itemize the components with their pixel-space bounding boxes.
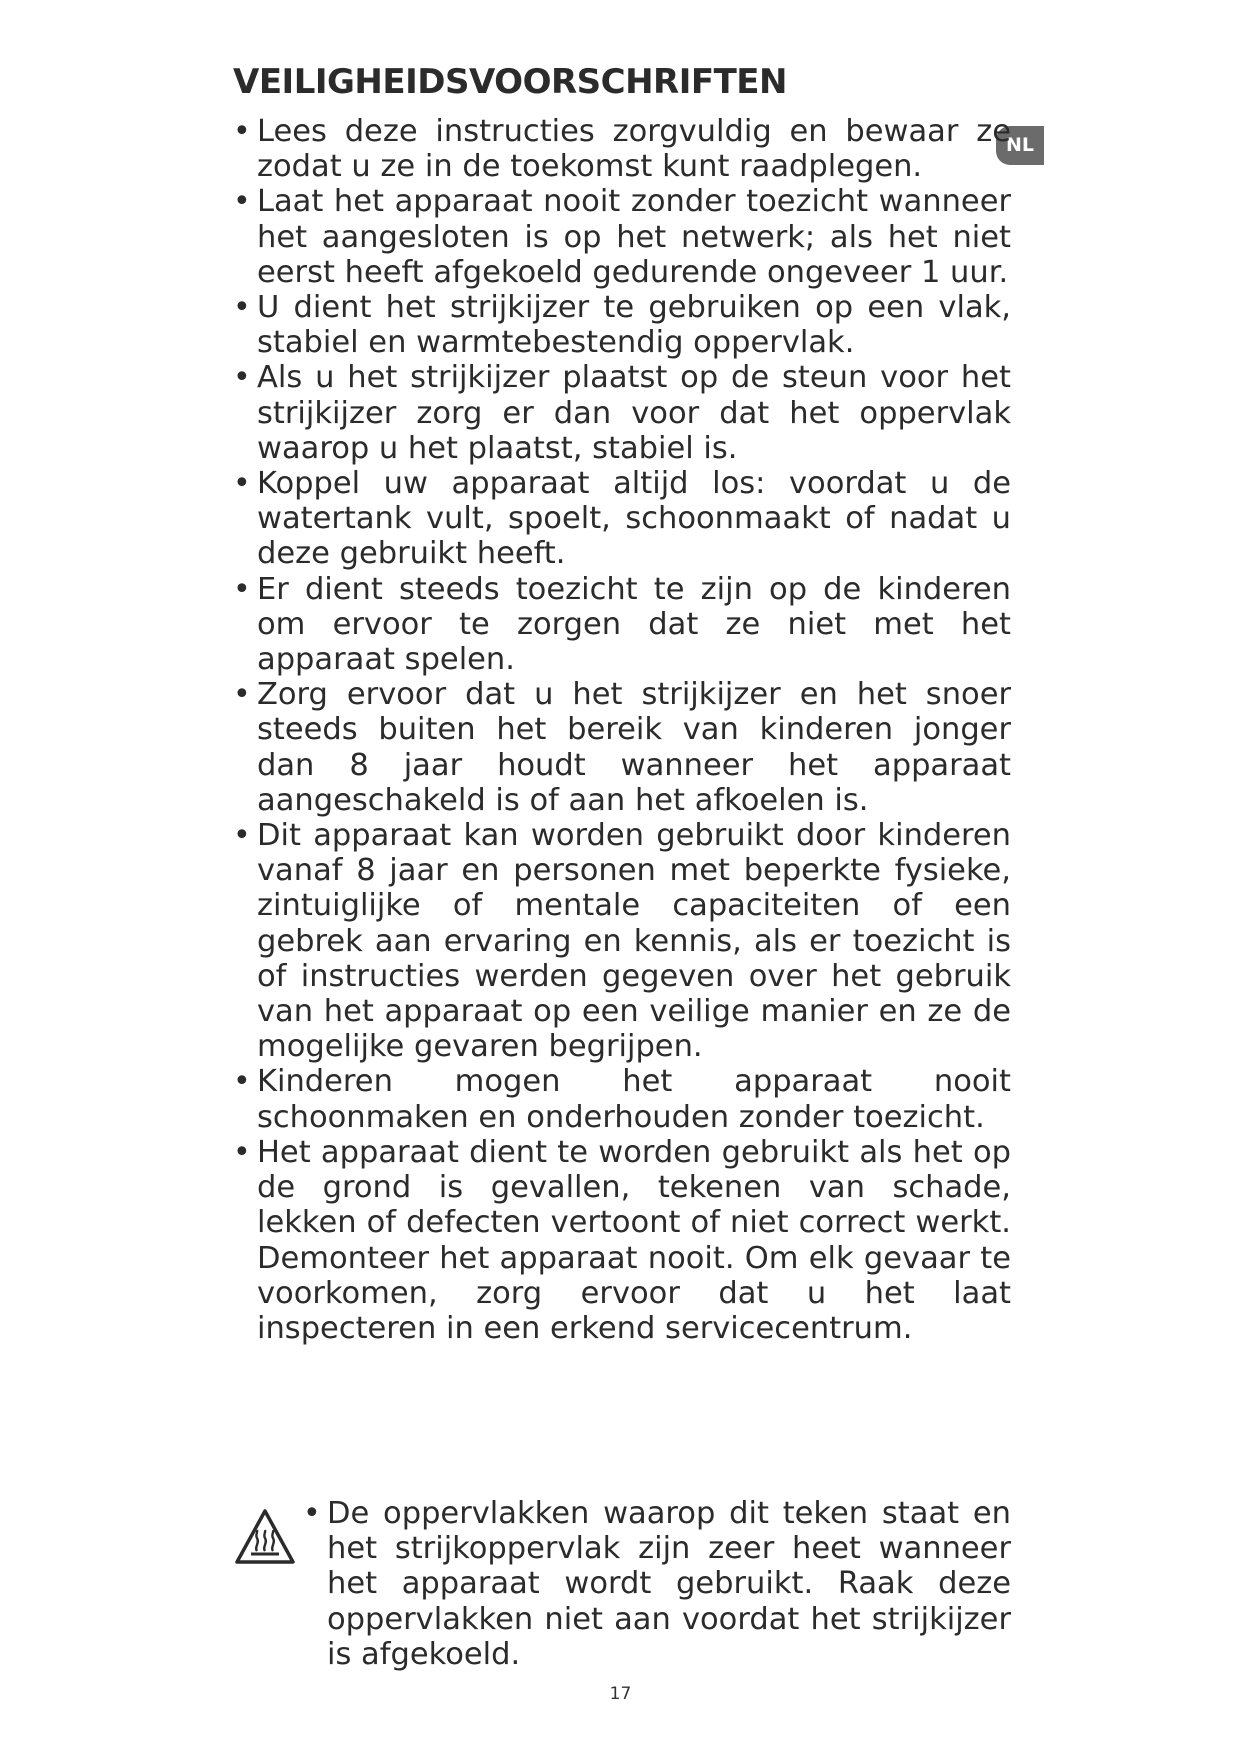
bullet-icon: • xyxy=(233,184,251,220)
language-tab: NL xyxy=(996,126,1044,165)
list-item-text: Als u het strijkijzer plaatst op de steun voor het strijkijzer zorg er dan voor dat het oppervlak waarop u het plaatst, stabiel is. xyxy=(257,360,1011,466)
safety-instructions-list xyxy=(233,114,1011,1346)
list-item-text: Kinderen mogen het apparaat nooit schoonmaken en onderhouden zonder toezicht. xyxy=(257,1064,1011,1135)
bullet-icon: • xyxy=(233,818,251,854)
list-item xyxy=(233,114,1011,184)
list-item xyxy=(303,1496,1011,1672)
bullet-icon: • xyxy=(233,1064,251,1100)
list-item-text: Lees deze instructies zorgvuldig en bewaar ze zodat u ze in de toekomst kunt raadplegen. xyxy=(257,114,1011,185)
list-item-text: Dit apparaat kan worden gebruikt door kinderen vanaf 8 jaar en personen met beperkte fysieke, zintuiglijke of mentale capaciteiten of een gebrek aan ervaring en kennis, als er toezicht is of instructies werden gegeven over het gebruik van het apparaat op een veilige manier en ze de mogelijke gevaren begrijpen. xyxy=(257,818,1011,1065)
bullet-icon: • xyxy=(233,1134,251,1170)
list-item-text: U dient het strijkijzer te gebruiken op een vlak, stabiel en warmtebestendig oppervlak. xyxy=(257,290,1011,361)
list-item xyxy=(233,290,1011,360)
page-number: 17 xyxy=(609,1684,632,1704)
bullet-icon: • xyxy=(233,360,251,396)
list-item xyxy=(233,1135,1011,1346)
list-item xyxy=(233,1064,1011,1134)
list-item-text: Er dient steeds toezicht te zijn op de kinderen om ervoor te zorgen dat ze niet met het apparaat spelen. xyxy=(257,571,1011,678)
list-item xyxy=(233,818,1011,1064)
bullet-icon: • xyxy=(233,571,251,607)
list-item-text: Het apparaat dient te worden gebruikt als het op de grond is gevallen, tekenen van schade, lekken of defecten vertoont of niet correct werkt. Demonteer het apparaat nooit. Om elk gevaar te voorkomen, zorg ervoor dat u het laat inspecteren in een erkend servicecentrum. xyxy=(257,1134,1011,1346)
list-item-text: De oppervlakken waarop dit teken staat en het strijkoppervlak zijn zeer heet wanneer het apparaat wordt gebruikt. Raak deze oppervlakken niet aan voordat het strijkijzer is afgekoeld. xyxy=(327,1496,1011,1672)
bullet-icon: • xyxy=(233,114,251,149)
bullet-icon: • xyxy=(303,1496,321,1531)
bullet-icon: • xyxy=(233,290,251,326)
hot-surface-warning-icon xyxy=(234,1508,296,1566)
list-item xyxy=(233,184,1011,290)
hot-surface-warning xyxy=(233,1496,1011,1672)
list-item xyxy=(233,466,1011,572)
list-item xyxy=(233,677,1011,818)
list-item xyxy=(233,572,1011,678)
bullet-icon: • xyxy=(233,677,251,713)
list-item-text: Zorg ervoor dat u het strijkijzer en het snoer steeds buiten het bereik van kinderen jonger dan 8 jaar houdt wanneer het apparaat aangeschakeld is of aan het afkoelen is. xyxy=(257,677,1011,818)
page-title: VEILIGHEIDSVOORSCHRIFTEN xyxy=(233,62,787,102)
list-item xyxy=(233,360,1011,466)
list-item-text: Koppel uw apparaat altijd los: voordat u de watertank vult, spoelt, schoonmaakt of nadat u deze gebruikt heeft. xyxy=(257,466,1011,572)
list-item-text: Laat het apparaat nooit zonder toezicht wanneer het aangesloten is op het netwerk; als het niet eerst heeft afgekoeld gedurende ongeveer 1 uur. xyxy=(257,184,1011,290)
bullet-icon: • xyxy=(233,466,251,502)
